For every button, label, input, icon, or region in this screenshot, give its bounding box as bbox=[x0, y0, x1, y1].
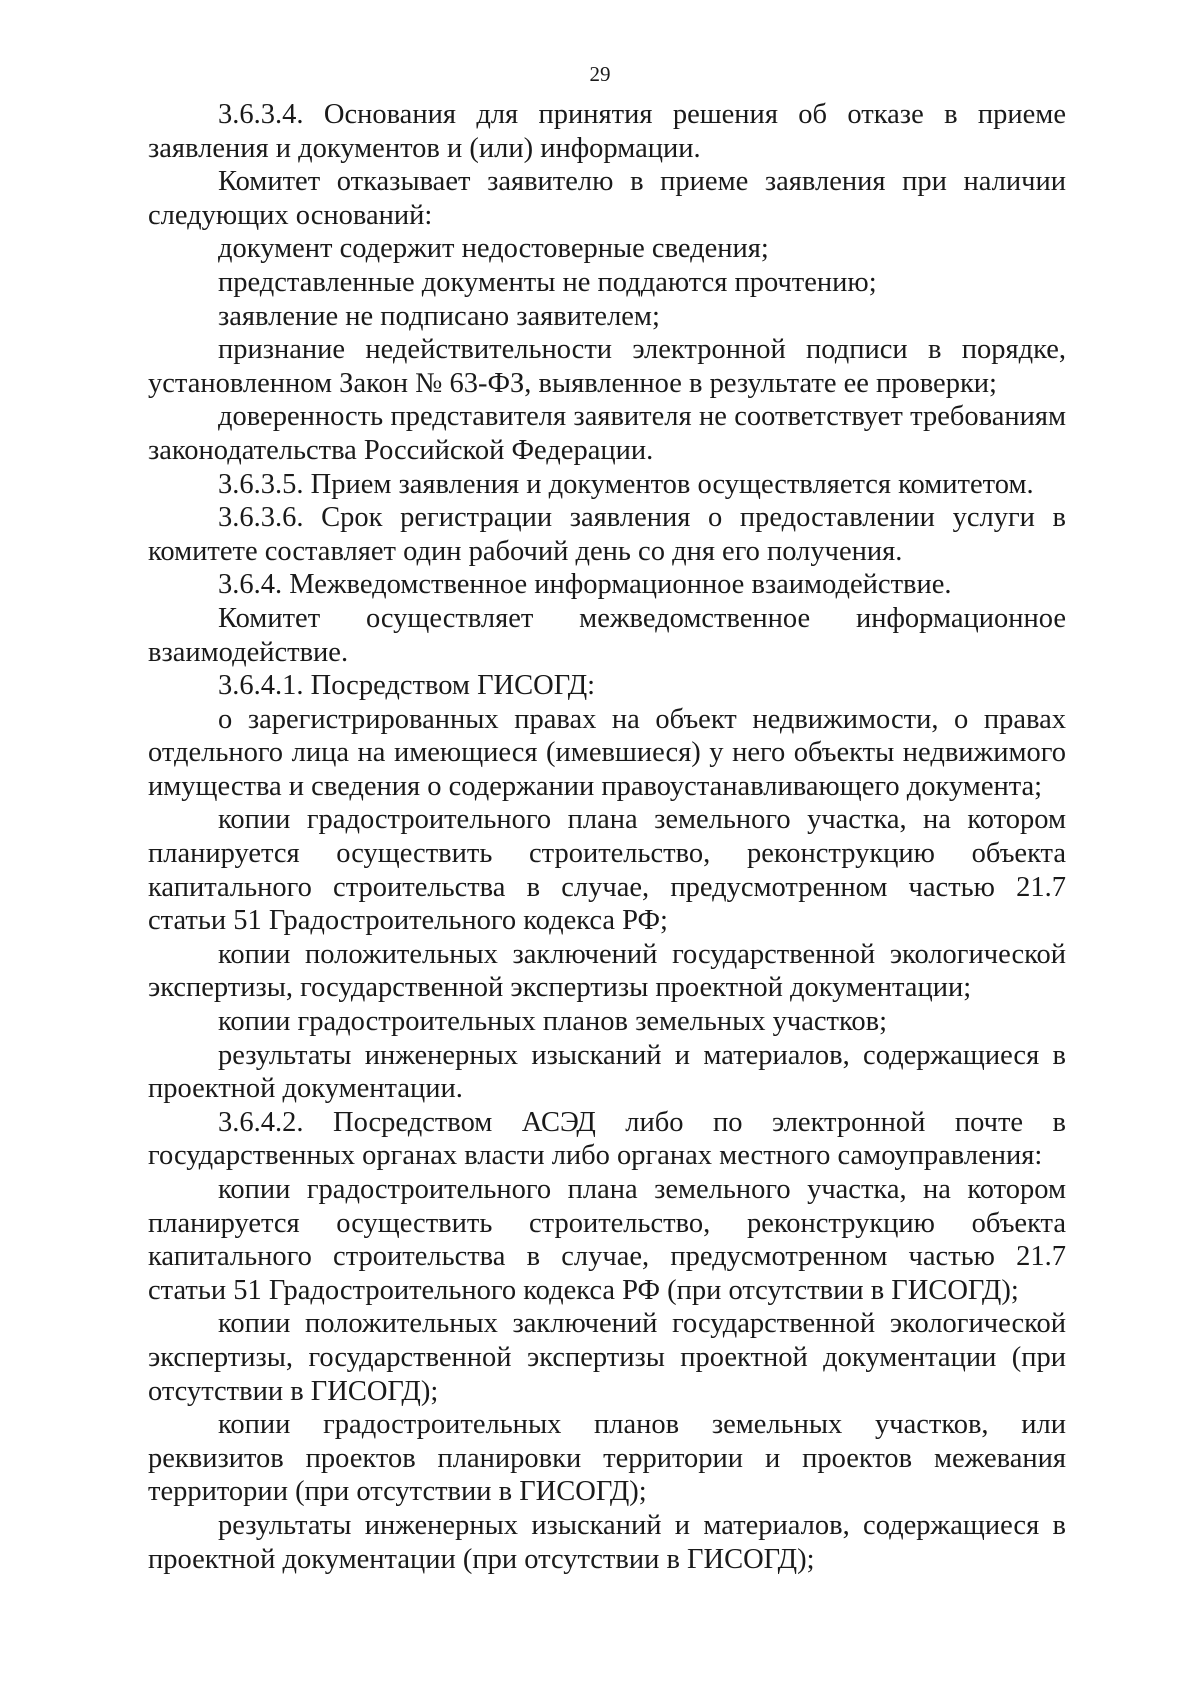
list-item: о зарегистрированных правах на объект недвижимости, о правах отдельного лица на имеющиеся (имевшиеся) у него объекты недвижимого имущества и сведения о содержании правоустанавливающего документа; bbox=[148, 703, 1066, 802]
list-item: признание недействительности электронной подписи в порядке, установленном Закон № 63-ФЗ, выявленное в результате ее проверки; bbox=[148, 334, 1066, 399]
paragraph-3-6-3-4: 3.6.3.4. Основания для принятия решения об отказе в приеме заявления и документов и (или) информации. bbox=[148, 99, 1066, 164]
list-item: доверенность представителя заявителя не соответствует требованиям законодательства Российской Федерации. bbox=[148, 401, 1066, 466]
paragraph-3-6-3-6: 3.6.3.6. Срок регистрации заявления о предоставлении услуги в комитете составляет один рабочий день со дня его получения. bbox=[148, 502, 1066, 567]
list-item: заявление не подписано заявителем; bbox=[218, 300, 660, 332]
list-item: копии градостроительного плана земельного участка, на котором планируется осуществить строительство, реконструкцию объекта капитального строительства в случае, предусмотренном частью 21.7 статьи 51 Градостроительного кодекса РФ (при отсутствии в ГИСОГД); bbox=[148, 1174, 1066, 1306]
list-item: копии градостроительных планов земельных участков, или реквизитов проектов планировки территории и проектов межевания территории (при отсутствии в ГИСОГД); bbox=[148, 1409, 1066, 1508]
list-item: результаты инженерных изысканий и материалов, содержащиеся в проектной документации (при отсутствии в ГИСОГД); bbox=[148, 1509, 1066, 1575]
paragraph-refusal-grounds: Комитет отказывает заявителю в приеме заявления при наличии следующих оснований: bbox=[148, 166, 1066, 231]
page-number: 29 bbox=[589, 62, 611, 86]
document-body bbox=[148, 98, 1066, 1576]
list-item: копии положительных заключений государственной экологической экспертизы, государственной экспертизы проектной документации (при отсутствии в ГИСОГД); bbox=[148, 1308, 1066, 1407]
list-item: копии градостроительных планов земельных участков; bbox=[218, 1006, 888, 1038]
paragraph-3-6-4: 3.6.4. Межведомственное информационное взаимодействие. bbox=[218, 569, 952, 601]
paragraph-interaction: Комитет осуществляет межведомственное информационное взаимодействие. bbox=[148, 602, 1066, 668]
list-item: представленные документы не поддаются прочтению; bbox=[218, 266, 877, 298]
paragraph-3-6-3-5: 3.6.3.5. Прием заявления и документов осуществляется комитетом. bbox=[218, 468, 1034, 500]
paragraph-3-6-4-1: 3.6.4.1. Посредством ГИСОГД: bbox=[218, 670, 596, 702]
list-item: результаты инженерных изысканий и материалов, содержащиеся в проектной документации. bbox=[148, 1039, 1066, 1105]
paragraph-3-6-4-2: 3.6.4.2. Посредством АСЭД либо по электронной почте в государственных органах власти либо органах местного самоуправления: bbox=[148, 1106, 1066, 1172]
list-item: копии положительных заключений государственной экологической экспертизы, государственной экспертизы проектной документации; bbox=[148, 938, 1066, 1004]
list-item: копии градостроительного плана земельного участка, на котором планируется осуществить строительство, реконструкцию объекта капитального строительства в случае, предусмотренном частью 21.7 статьи 51 Градостроительного кодекса РФ; bbox=[148, 804, 1066, 937]
list-item: документ содержит недостоверные сведения; bbox=[218, 233, 769, 265]
